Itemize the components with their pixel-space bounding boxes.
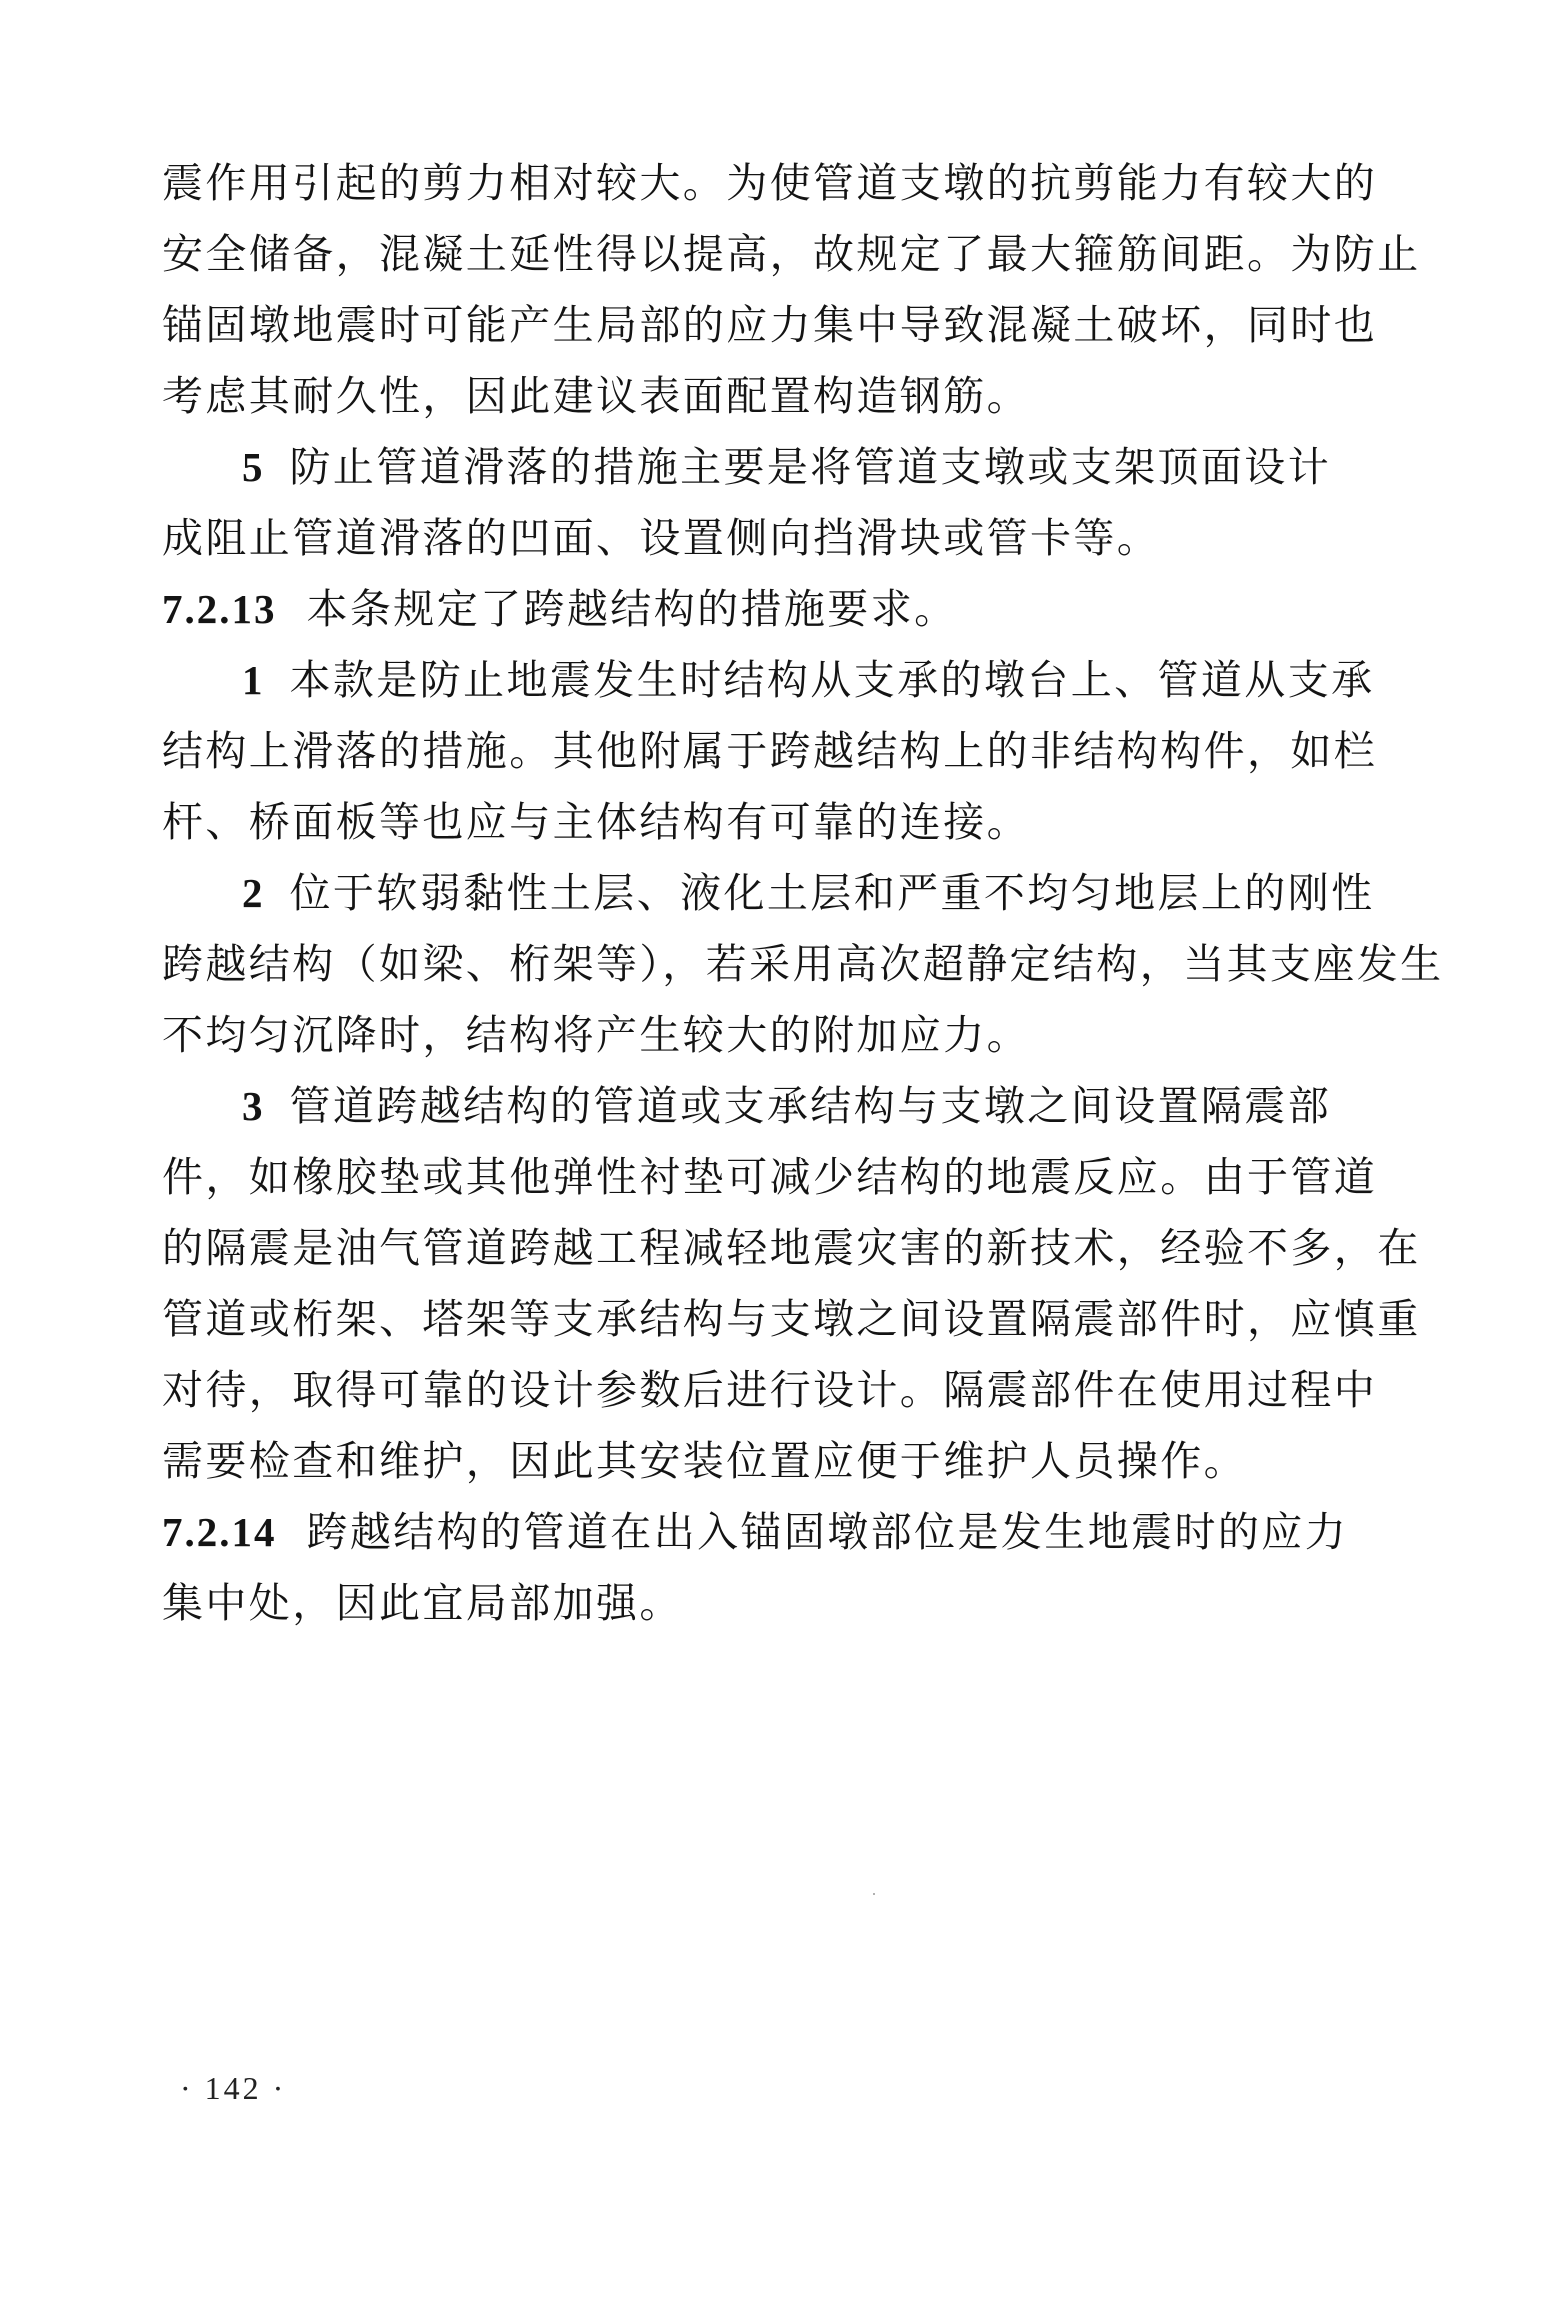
text-line: 震作用引起的剪力相对较大。为使管道支墩的抗剪能力有较大的	[162, 159, 1378, 207]
clause-7-2-14	[162, 1497, 1377, 1639]
paragraph-item-3	[162, 1071, 1421, 1497]
clause-7-2-13	[162, 574, 1377, 645]
item-number: 3	[242, 1083, 264, 1129]
paragraph-item-5	[162, 432, 1377, 574]
page-body	[162, 148, 1444, 1639]
text-line: 杆、桥面板等也应与主体结构有可靠的连接。	[162, 798, 1030, 846]
text-line: 结构上滑落的措施。其他附属于跨越结构上的非结构构件，如栏	[162, 727, 1378, 775]
text-line: 锚固墩地震时可能产生局部的应力集中导致混凝土破坏，同时也	[162, 301, 1378, 349]
text-line: 跨越结构的管道在出入锚固墩部位是发生地震时的应力	[306, 1508, 1349, 1556]
paragraph-item-2	[162, 858, 1444, 1071]
paragraph-continuation	[162, 148, 1421, 432]
text-line: 成阻止管道滑落的凹面、设置侧向挡滑块或管卡等。	[162, 514, 1161, 562]
text-line: 件，如橡胶垫或其他弹性衬垫可减少结构的地震反应。由于管道	[162, 1153, 1378, 1201]
text-line: 安全储备，混凝土延性得以提高，故规定了最大箍筋间距。为防止	[162, 230, 1421, 278]
page-number: · 142 ·	[180, 2070, 287, 2106]
text-line: 对待，取得可靠的设计参数后进行设计。隔震部件在使用过程中	[162, 1366, 1378, 1414]
text-line: 防止管道滑落的措施主要是将管道支墩或支架顶面设计	[289, 443, 1332, 491]
item-number: 2	[242, 870, 264, 916]
item-number: 1	[242, 657, 264, 703]
scan-speck	[873, 1893, 875, 1895]
text-line: 集中处，因此宜局部加强。	[162, 1579, 683, 1627]
text-line: 管道或桁架、塔架等支承结构与支墩之间设置隔震部件时，应慎重	[162, 1295, 1421, 1343]
paragraph-item-1	[162, 645, 1377, 858]
text-line: 考虑其耐久性，因此建议表面配置构造钢筋。	[162, 372, 1030, 420]
item-number: 5	[242, 444, 264, 490]
text-line: 需要检查和维护，因此其安装位置应便于维护人员操作。	[162, 1437, 1247, 1485]
text-line: 管道跨越结构的管道或支承结构与支墩之间设置隔震部	[289, 1082, 1332, 1130]
text-line: 位于软弱黏性土层、液化土层和严重不均匀地层上的刚性	[289, 869, 1375, 917]
text-line: 本条规定了跨越结构的措施要求。	[306, 585, 958, 633]
text-line: 本款是防止地震发生时结构从支承的墩台上、管道从支承	[289, 656, 1375, 704]
clause-number: 7.2.13	[162, 586, 277, 632]
clause-number: 7.2.14	[162, 1509, 277, 1555]
text-line: 跨越结构（如梁、桁架等），若采用高次超静定结构，当其支座发生	[162, 940, 1444, 988]
text-line: 的隔震是油气管道跨越工程减轻地震灾害的新技术，经验不多，在	[162, 1224, 1421, 1272]
text-line: 不均匀沉降时，结构将产生较大的附加应力。	[162, 1011, 1030, 1059]
